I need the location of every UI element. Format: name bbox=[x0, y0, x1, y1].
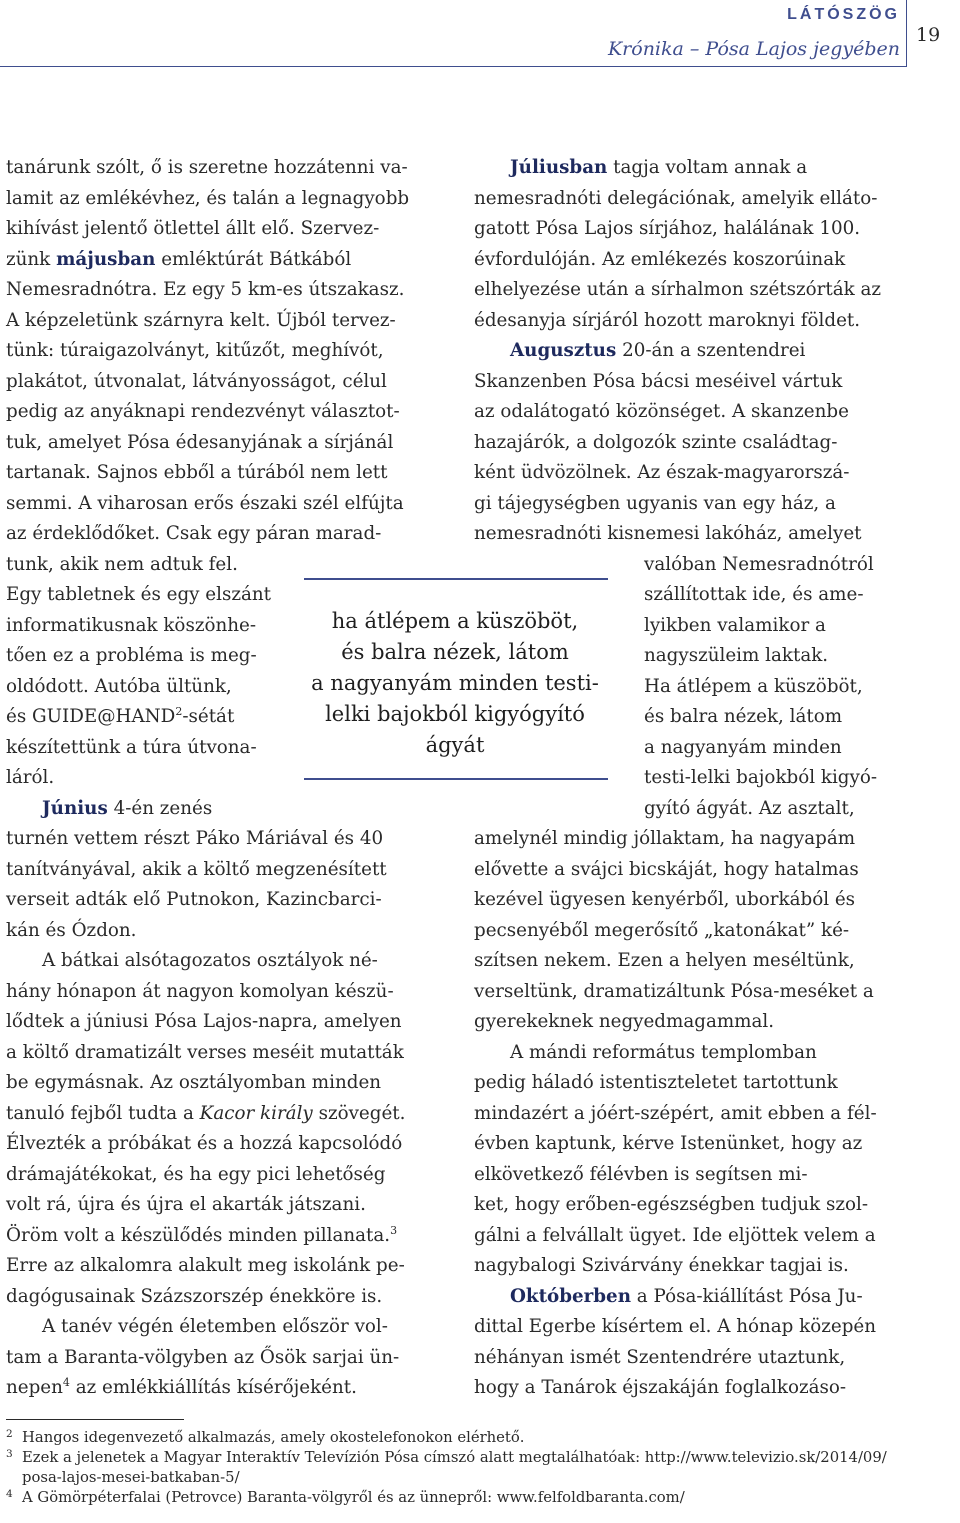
footnote-ref: 3 bbox=[390, 1223, 398, 1237]
footnote bbox=[6, 1488, 946, 1508]
text-line: készítettünk a túra útvona- bbox=[6, 736, 257, 758]
text-line: nemesradnóti kisnemesi lakóház, amelyet bbox=[474, 523, 862, 544]
text-line: verseltünk, dramatizáltunk Pósa-meséket a bbox=[474, 980, 874, 1002]
pull-quote-line: ha átlépem a küszöböt, bbox=[331, 609, 579, 633]
text-run: 20-án a szentendrei bbox=[616, 340, 806, 361]
text-line: dittal Egerbe kísértem el. A hónap közepén bbox=[474, 1316, 877, 1337]
footnote-url-continuation[interactable]: posa-lajos-mesei-batkaban-5/ bbox=[22, 1469, 240, 1486]
text-line: pedig az anyáknapi rendezvényt választot- bbox=[6, 401, 400, 422]
footnote-text: Hangos idegenvezető alkalmazás, amely okostelefonokon elérhető. bbox=[22, 1429, 525, 1446]
text-line: szítsen nekem. Ezen a helyen meséltünk, bbox=[474, 950, 855, 971]
month-june: Június bbox=[42, 797, 108, 819]
text-line bbox=[6, 1373, 426, 1404]
text-line: valóban Nemesradnótról bbox=[644, 553, 874, 575]
text-line: elhelyezése után a sírhalmon szétszórták az bbox=[474, 279, 882, 300]
month-october: Októberben bbox=[510, 1285, 631, 1307]
text-line: elővette a svájci bicskáját, hogy hatalmas bbox=[474, 858, 859, 880]
footnotes bbox=[6, 1428, 946, 1508]
text-line: A bátkai alsótagozatos osztályok né- bbox=[42, 950, 378, 971]
text-line: semmi. A viharosan erős északi szél elfújta bbox=[6, 492, 404, 514]
text-line bbox=[6, 794, 426, 825]
text-line: dagógusainak Százszorszép énekköre is. bbox=[6, 1285, 383, 1307]
text-line: édesanyja sírjáról hozott maroknyi földet. bbox=[474, 309, 861, 331]
text-line: tartanak. Sajnos ebből a túrából nem lett bbox=[6, 462, 388, 483]
text-line: A képzeletünk szárnyra kelt. Újból tervez- bbox=[6, 309, 396, 331]
text-run: zünk bbox=[6, 248, 57, 270]
text-line: tően ez a probléma is meg- bbox=[6, 645, 257, 666]
text-line: gálni a felvállalt ügyet. Ide eljöttek velem a bbox=[474, 1224, 876, 1246]
text-line: gyerekeknek negyedmagammal. bbox=[474, 1011, 775, 1032]
text-line bbox=[474, 336, 906, 367]
text-run: 4-én zenés bbox=[107, 797, 213, 819]
text-line: A tanév végén életemben először vol- bbox=[42, 1316, 388, 1337]
header-rule bbox=[0, 66, 906, 67]
text-line bbox=[6, 1099, 426, 1130]
text-line: pecsenyéből megerősítő „katonákat” ké- bbox=[474, 919, 850, 941]
text-line: elkövetkező félévben is segítsen mi- bbox=[474, 1163, 808, 1185]
text-line: tünk: túraigazolványt, kitűzőt, meghívót, bbox=[6, 340, 384, 361]
footnote bbox=[6, 1448, 946, 1488]
text-line: kihívást jelentő ötlettel állt elő. Szervez- bbox=[6, 218, 380, 239]
text-line: az érdeklődőket. Csak egy páran marad- bbox=[6, 523, 382, 544]
text-line: volt rá, újra és újra el akarták játszani. bbox=[6, 1194, 366, 1215]
text-line: nagyszüleim laktak. bbox=[644, 645, 829, 666]
text-line: gatott Pósa Lajos sírjához, halálának 100. bbox=[474, 218, 861, 239]
text-line: hány hónapon át nagyon komolyan készü- bbox=[6, 980, 394, 1002]
text-line: a költő dramatizált verses meséit mutatták bbox=[6, 1041, 404, 1063]
text-line: pedig háladó istentiszteletet tartottunk bbox=[474, 1072, 838, 1093]
text-line: mindazért a jóért-szépért, amit ebben a fél- bbox=[474, 1102, 877, 1124]
text-line bbox=[474, 1282, 906, 1313]
text-line: hazajárók, a dolgozók szinte családtag- bbox=[474, 431, 838, 453]
pull-quote-line: lelki bajokból kigyógyító bbox=[325, 702, 585, 726]
pull-quote-line: és balra nézek, látom bbox=[341, 640, 569, 664]
text-line: verseit adták elő Putnokon, Kazincbarci- bbox=[6, 889, 382, 910]
text-line: szállítottak ide, és ame- bbox=[644, 584, 864, 605]
text-line: testi-lelki bajokból kigyó- bbox=[644, 767, 878, 788]
text-line: turnén vettem részt Páko Máriával és 40 bbox=[6, 828, 384, 849]
text-line: gi tájegységben ugyanis van egy ház, a bbox=[474, 492, 836, 514]
text-line: ket, hogy erőben-egészségben tudjuk szol- bbox=[474, 1194, 869, 1215]
text-line: amelynél mindig jóllaktam, ha nagyapám bbox=[474, 828, 856, 849]
footnote bbox=[6, 1428, 946, 1448]
work-title: Kacor király bbox=[199, 1102, 313, 1124]
text-line: Erre az alkalomra alakult meg iskolánk pe- bbox=[6, 1255, 405, 1276]
text-line: a nagyanyám minden bbox=[644, 736, 842, 758]
month-may: májusban bbox=[56, 248, 156, 270]
footnote-text: Ezek a jelenetek a Magyar Interaktív Televízión Pósa címszó alatt megtalálhatóak: http://www.televizio.sk/2014/09/ bbox=[22, 1449, 887, 1466]
text-line: Egy tabletnek és egy elszánt bbox=[6, 584, 271, 605]
text-run: Öröm volt a készülődés minden pillanata. bbox=[6, 1224, 391, 1246]
text-run: az emlékkiállítás kísérőjeként. bbox=[69, 1377, 357, 1398]
text-line: lamit az emlékévhez, és talán a legnagyobb bbox=[6, 187, 410, 209]
text-run: szövegét. bbox=[312, 1102, 406, 1124]
text-line: Nemesradnótra. Ez egy 5 km-es útszakasz. bbox=[6, 279, 405, 300]
text-line: Ha átlépem a küszöböt, bbox=[644, 675, 863, 697]
text-line: tam a Baranta-völgyben az Ősök sarjai ün- bbox=[6, 1346, 400, 1368]
pull-quote-line: ágyát bbox=[425, 733, 485, 757]
text-line: kezével ügyesen kenyérből, uborkából és bbox=[474, 889, 856, 910]
text-run: nepen bbox=[6, 1377, 63, 1398]
text-line: évfordulóján. Az emlékezés koszorúinak bbox=[474, 248, 846, 270]
text-line: oldódott. Autóba ültünk, bbox=[6, 675, 232, 697]
footnote-rule bbox=[6, 1419, 184, 1420]
text-line bbox=[6, 1221, 426, 1252]
text-line: lődtek a júniusi Pósa Lajos-napra, amelyen bbox=[6, 1011, 402, 1032]
section-label: LÁTÓSZÖG bbox=[787, 6, 900, 23]
text-line: tunk, akik nem adtuk fel. bbox=[6, 553, 238, 575]
text-run: tanuló fejből tudta a bbox=[6, 1102, 200, 1124]
text-line: évben kaptunk, kérve Istenünket, hogy az bbox=[474, 1133, 863, 1154]
text-line: Élvezték a próbákat és a hozzá kapcsolódó bbox=[6, 1133, 403, 1154]
footnote-text: A Gömörpéterfalai (Petrovce) Baranta-völgyről és az ünnepről: www.felfoldbaranta.com/ bbox=[22, 1489, 685, 1506]
month-july: Júliusban bbox=[510, 157, 608, 178]
text-line: ként üdvözölnek. Az észak-magyarorszá- bbox=[474, 462, 850, 483]
month-august: Augusztus bbox=[510, 340, 617, 361]
right-column bbox=[474, 153, 906, 1404]
text-line: kán és Ózdon. bbox=[6, 919, 137, 941]
text-line: az odalátogató közönséget. A skanzenbe bbox=[474, 401, 849, 422]
text-line: A mándi református templomban bbox=[510, 1041, 817, 1063]
text-line: hogy a Tanárok éjszakáján foglalkozáso- bbox=[474, 1377, 847, 1398]
text-line: tuk, amelyet Pósa édesanyjának a sírjánál bbox=[6, 431, 394, 453]
text-line: lyikben valamikor a bbox=[644, 614, 826, 636]
text-line bbox=[474, 153, 906, 184]
text-line: Skanzenben Pósa bácsi meséivel vártuk bbox=[474, 370, 843, 392]
page-number: 19 bbox=[916, 24, 941, 46]
text-line: drámajátékokat, és ha egy pici lehetőség bbox=[6, 1163, 386, 1185]
text-line: informatikusnak köszönhe- bbox=[6, 614, 257, 636]
text-run: tagja voltam annak a bbox=[607, 157, 808, 178]
text-run: a Pósa-kiállítást Pósa Ju- bbox=[630, 1285, 863, 1307]
text-line bbox=[6, 245, 426, 276]
footnote-number: 2 bbox=[6, 1428, 13, 1440]
text-line: nemesradnóti delegációnak, amelyik elláto- bbox=[474, 187, 878, 209]
text-line: plakátot, útvonalat, látványosságot, célul bbox=[6, 370, 387, 392]
text-run: -sétát bbox=[182, 706, 235, 727]
footnote-ref: 4 bbox=[62, 1376, 70, 1389]
text-run: emléktúrát Bátkából bbox=[155, 248, 352, 270]
footnote-ref: 2 bbox=[175, 705, 183, 718]
text-line: és balra nézek, látom bbox=[644, 706, 843, 727]
running-title: Krónika – Pósa Lajos jegyében bbox=[607, 38, 900, 60]
text-line: láról. bbox=[6, 767, 55, 788]
footnote-number: 4 bbox=[6, 1488, 13, 1500]
text-line: be egymásnak. Az osztályomban minden bbox=[6, 1072, 382, 1093]
text-line: gyító ágyát. Az asztalt, bbox=[644, 797, 855, 819]
header-divider bbox=[906, 0, 907, 67]
footnote-number: 3 bbox=[6, 1448, 13, 1460]
text-run: és GUIDE@HAND bbox=[6, 706, 176, 727]
text-line: nagybalogi Szivárvány énekkar tagjai is. bbox=[474, 1255, 849, 1276]
pull-quote-line: a nagyanyám minden testi- bbox=[311, 671, 599, 695]
text-line: néhányan ismét Szentendrére utaztunk, bbox=[474, 1346, 846, 1368]
text-line: tanárunk szólt, ő is szeretne hozzátenni va- bbox=[6, 157, 408, 178]
text-line: tanítványával, akik a költő megzenésített bbox=[6, 858, 387, 880]
